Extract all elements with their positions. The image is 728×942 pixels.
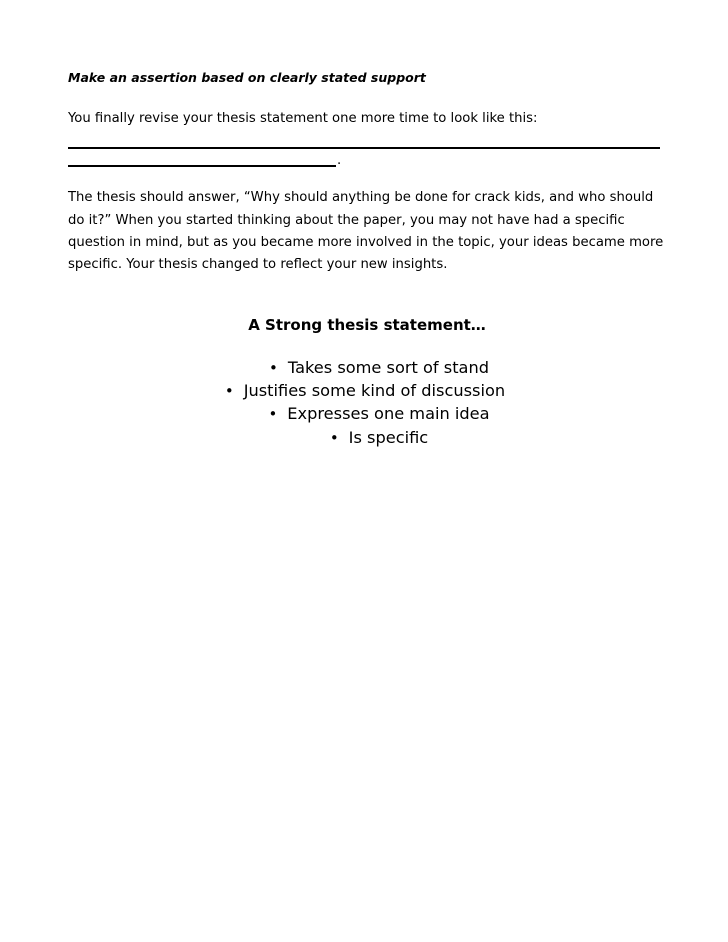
subheading: A Strong thesis statement…	[248, 316, 486, 334]
bullet-text: Is specific	[348, 428, 429, 447]
paragraph-line-1: The thesis should answer, “Why should anything be done for crack kids, and who should	[68, 190, 654, 205]
bullet-item	[0, 381, 728, 400]
blank-line-2	[68, 165, 336, 167]
paragraph-line-4: specific. Your thesis changed to reflect your new insights.	[68, 257, 448, 272]
section-heading: Make an assertion based on clearly stated support	[68, 70, 426, 85]
bullet-item	[0, 404, 728, 423]
bullet-point-icon: •	[269, 359, 278, 377]
paragraph-line-3: question in mind, but as you became more involved in the topic, your ideas became more	[68, 235, 664, 250]
bullet-item	[0, 428, 728, 447]
bullet-point-icon: •	[224, 382, 234, 400]
intro-line: You finally revise your thesis statement one more time to look like this:	[68, 111, 538, 126]
blank-line-1	[68, 147, 660, 149]
bullet-text: Expresses one main idea	[287, 404, 490, 423]
bullet-text: Takes some sort of stand	[287, 358, 489, 377]
blank-line-end-period: .	[337, 153, 342, 168]
bullet-point-icon: •	[329, 429, 339, 447]
bullet-item	[0, 358, 728, 377]
bullet-text: Justifies some kind of discussion	[243, 381, 506, 400]
paragraph-line-2: do it?” When you started thinking about the paper, you may not have had a specific	[68, 213, 625, 228]
bullet-point-icon: •	[268, 405, 278, 423]
